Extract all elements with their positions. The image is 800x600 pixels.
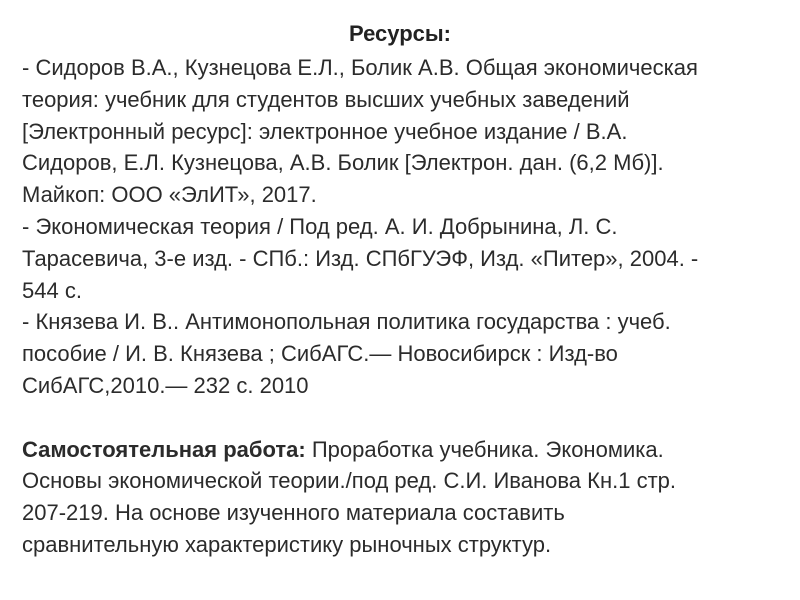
resource-item-2 — [22, 211, 792, 306]
resource-line: - Экономическая теория / Под ред. А. И. Добрынина, Л. С. — [22, 213, 618, 239]
text-block — [22, 52, 792, 561]
resource-line: пособие / И. В. Князева ; СибАГС.— Новосибирск : Изд-во — [22, 341, 618, 367]
self-study-label: Самостоятельная работа: — [22, 436, 306, 462]
slide-title: Ресурсы: — [348, 21, 452, 46]
resource-line: теория: учебник для студентов высших учебных заведений — [22, 86, 630, 112]
self-study-section — [22, 434, 792, 561]
resource-line: Майкоп: ООО «ЭлИТ», 2017. — [22, 182, 317, 208]
resource-line: 544 с. — [22, 277, 82, 303]
self-study-line: Основы экономической теории./под ред. С.И. Иванова Кн.1 стр. — [22, 468, 676, 494]
self-study-text: Проработка учебника. Экономика. — [305, 436, 664, 462]
resource-line: Сидоров, Е.Л. Кузнецова, А.В. Болик [Электрон. дан. (6,2 Мб)]. — [22, 150, 664, 176]
resource-line: [Электронный ресурс]: электронное учебное издание / В.А. — [22, 118, 628, 144]
resource-line: - Князева И. В.. Антимонопольная политика государства : учеб. — [22, 309, 671, 335]
self-study-first-line — [22, 434, 792, 466]
resource-line: - Сидоров В.А., Кузнецова Е.Л., Болик А.В. Общая экономическая — [22, 55, 698, 80]
resource-item-3 — [22, 306, 792, 401]
self-study-line: сравнительную характеристику рыночных структур. — [22, 531, 552, 557]
self-study-line: 207-219. На основе изученного материала составить — [22, 500, 565, 526]
resource-line: СибАГС,2010.— 232 с. 2010 — [22, 372, 309, 398]
resource-item-1 — [22, 52, 792, 211]
resource-line: Тарасевича, 3-е изд. - СПб.: Изд. СПбГУЭФ, Изд. «Питер», 2004. - — [22, 245, 699, 271]
spacer — [22, 402, 792, 434]
